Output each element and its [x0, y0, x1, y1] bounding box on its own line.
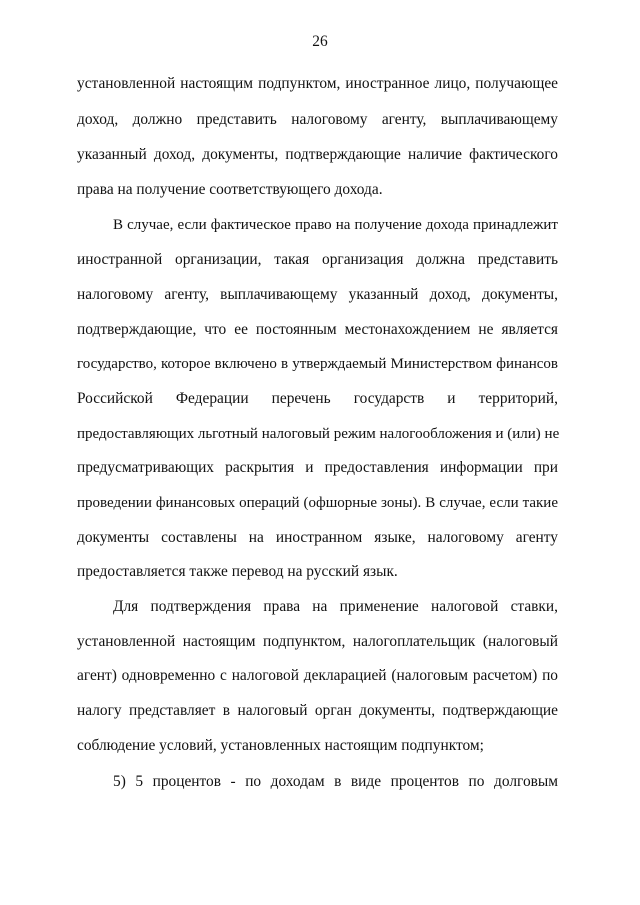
paragraph-4-line-1: 5) 5 процентов - по доходам в виде процентов по долговым: [113, 773, 558, 790]
paragraph-3-line-4: налогу представляет в налоговый орган документы, подтверждающие: [77, 702, 558, 719]
page-number: 26: [312, 33, 328, 50]
paragraph-2-line-10: документы составлены на иностранном языке, налоговому агенту: [77, 529, 558, 546]
paragraph-2-line-8: предусматривающих раскрытия и предоставления информации при: [77, 459, 558, 476]
paragraph-2-line-7: предоставляющих льготный налоговый режим налогообложения и (или) не: [77, 426, 560, 442]
paragraph-2-line-9: проведении финансовых операций (офшорные зоны). В случае, если такие: [77, 495, 558, 511]
paragraph-2-line-11: предоставляется также перевод на русский язык.: [77, 563, 398, 580]
paragraph-1-line-4: права на получение соответствующего дохода.: [77, 181, 383, 198]
paragraph-1-line-1: установленной настоящим подпунктом, иностранное лицо, получающее: [77, 75, 558, 92]
paragraph-3-line-1: Для подтверждения права на применение налоговой ставки,: [113, 598, 558, 615]
paragraph-3-line-5: соблюдение условий, установленных настоящим подпунктом;: [77, 737, 484, 754]
paragraph-3-line-2: установленной настоящим подпунктом, налогоплательщик (налоговый: [77, 633, 558, 650]
paragraph-2-line-5: государство, которое включено в утверждаемый Министерством финансов: [77, 356, 558, 372]
paragraph-2-line-4: подтверждающие, что ее постоянным местонахождением не является: [77, 321, 558, 338]
paragraph-3-line-3: агент) одновременно с налоговой декларацией (налоговым расчетом) по: [77, 667, 558, 684]
paragraph-2-line-3: налоговому агенту, выплачивающему указанный доход, документы,: [77, 286, 558, 303]
paragraph-2-line-6: Российской Федерации перечень государств и территорий,: [77, 390, 558, 407]
paragraph-1-line-3: указанный доход, документы, подтверждающие наличие фактического: [77, 146, 558, 163]
paragraph-2-line-1: В случае, если фактическое право на получение дохода принадлежит: [113, 217, 558, 233]
paragraph-1-line-2: доход, должно представить налоговому агенту, выплачивающему: [77, 111, 558, 128]
paragraph-2-line-2: иностранной организации, такая организация должна представить: [77, 251, 558, 268]
